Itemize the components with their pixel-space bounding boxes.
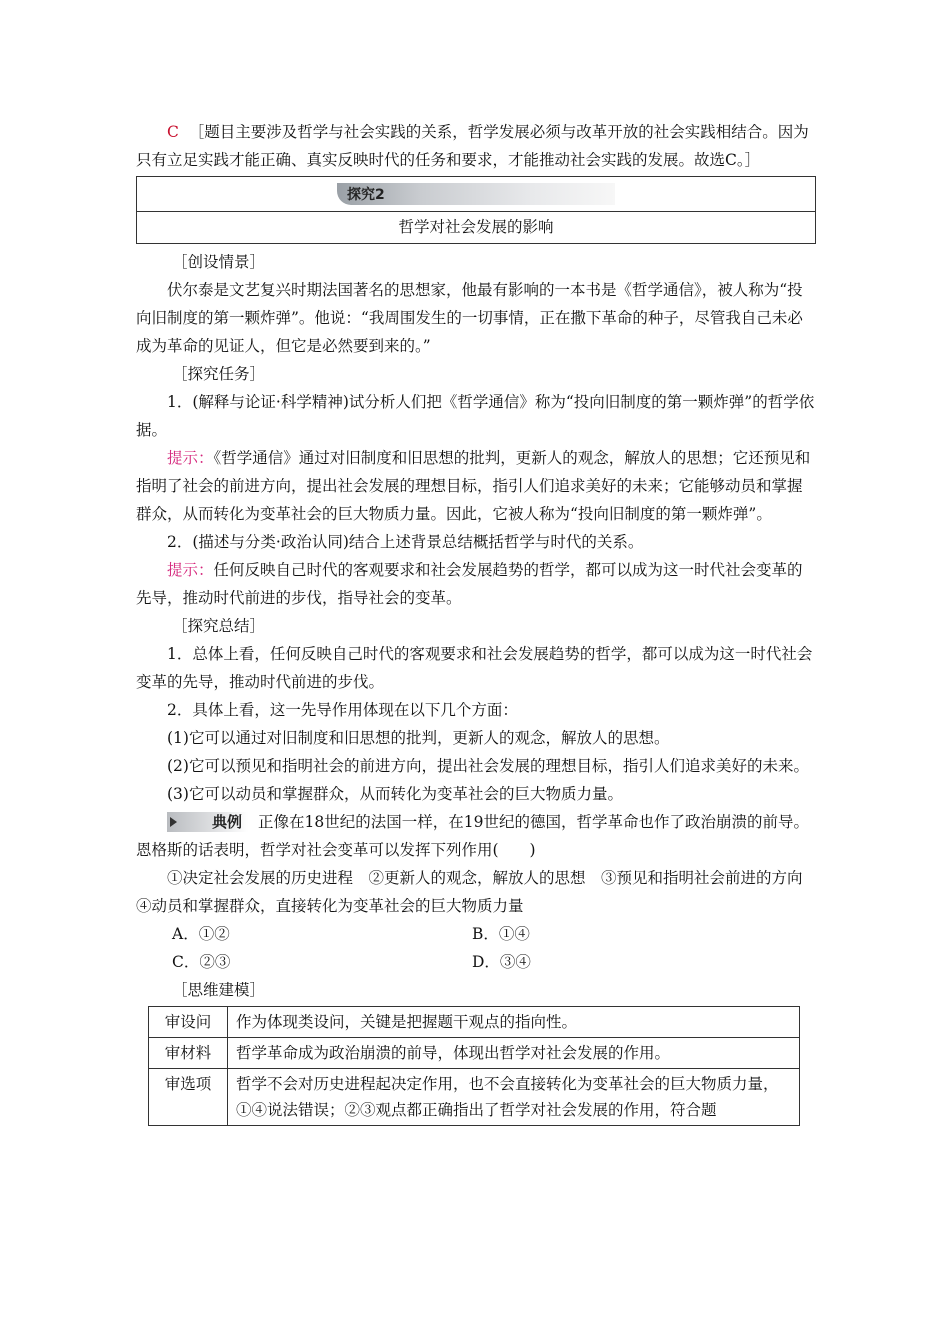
task-question-2: 2．(描述与分类·政治认同)结合上述背景总结概括哲学与时代的关系。 [167, 533, 644, 551]
answer-explanation-2: 因为只有立足实践才能正确、真实反映时代的任务和要求，才能推动社会实践的发展。故选C。］ [136, 123, 809, 169]
thinking-model-table [148, 1006, 800, 1126]
tasks-heading: ［探究任务］ [172, 365, 266, 383]
options-row-1 [136, 920, 816, 948]
option-c: C．②③ [172, 953, 231, 971]
summary-heading: ［探究总结］ [172, 617, 266, 635]
hint-text-1: 《哲学通信》通过对旧制度和旧思想的批判，更新人的观念，解放人的思想；它还预见和指明了社会的前进方向，提出社会发展的理想目标，指引人们追求美好的未来；它能够动员和掌握群众，从而转化为变革社会的巨大物质力量。因此，它被人称为“投向旧制度的第一颗炸弹”。 [136, 449, 811, 523]
option-b: B．①④ [472, 925, 530, 943]
explore-title: 哲学对社会发展的影响 [398, 218, 554, 236]
table-row [149, 1069, 800, 1126]
summary-point-3: (1)它可以通过对旧制度和旧思想的批判，更新人的观念，解放人的思想。 [167, 729, 670, 747]
summary-point-4: (2)它可以预见和指明社会的前进方向，提出社会发展的理想目标，指引人们追求美好的未来。 [167, 757, 809, 775]
summary-point-5: (3)它可以动员和掌握群众，从而转化为变革社会的巨大物质力量。 [167, 785, 623, 803]
answer-explanation-1: ［题目主要涉及哲学与社会实践的关系，哲学发展必须与改革开放的社会实践相结合。 [188, 123, 778, 141]
hint-text-2: 任何反映自己时代的客观要求和社会发展趋势的哲学，都可以成为这一时代社会变革的先导，推动时代前进的步伐，指导社会的变革。 [136, 561, 803, 607]
answer-letter: C [167, 123, 179, 141]
table-row [149, 1007, 800, 1038]
option-d: D．③④ [472, 953, 531, 971]
hint-label: 提示： [167, 449, 214, 467]
row-label: 审选项 [149, 1069, 228, 1126]
option-a: A．①② [172, 925, 230, 943]
task-answer-1 [136, 444, 816, 528]
hint-label: 提示： [167, 561, 214, 579]
task-question-1: 1．(解释与论证·科学精神)试分析人们把《哲学通信》称为“投向旧制度的第一颗炸弹”的哲学依据。 [136, 393, 815, 439]
explore-divider [137, 211, 815, 212]
scenario-heading: ［创设情景］ [172, 253, 266, 271]
row-text: 哲学不会对历史进程起决定作用，也不会直接转化为变革社会的巨大物质力量，①④说法错误；②③观点都正确指出了哲学对社会发展的作用，符合题 [228, 1069, 800, 1126]
row-label: 审材料 [149, 1038, 228, 1069]
example-stem [136, 808, 816, 864]
summary-point-1: 1．总体上看，任何反映自己时代的客观要求和社会发展趋势的哲学，都可以成为这一时代社会变革的先导，推动时代前进的步伐。 [136, 645, 813, 691]
row-text: 作为体现类设问，关键是把握题干观点的指向性。 [228, 1007, 800, 1038]
scenario-text: 伏尔泰是文艺复兴时期法国著名的思想家，他最有影响的一本书是《哲学通信》，被人称为“投向旧制度的第一颗炸弹”。他说：“我周围发生的一切事情，正在撒下革命的种子，尽管我自己未必成为革命的见证人，但它是必然要到来的。” [136, 281, 803, 355]
explore-tag-label: 探究2 [347, 187, 385, 203]
row-text: 哲学革命成为政治崩溃的前导，体现出哲学对社会发展的作用。 [228, 1038, 800, 1069]
explore-tag [337, 183, 615, 205]
explore-box [136, 176, 816, 244]
task-answer-2 [136, 556, 816, 612]
summary-point-2: 2．具体上看，这一先导作用体现在以下几个方面： [167, 701, 518, 719]
example-stem-text: 正像在18世纪的法国一样，在19世纪的德国，哲学革命也作了政治崩溃的前导。恩格斯的话表明，哲学对社会变革可以发挥下列作用( ) [136, 813, 809, 859]
row-label: 审设问 [149, 1007, 228, 1038]
document-page [136, 118, 819, 1126]
example-label: 典例 [167, 812, 248, 832]
example-items: ①决定社会发展的历史进程 ②更新人的观念，解放人的思想 ③预见和指明社会前进的方向 ④动员和掌握群众，直接转化为变革社会的巨大物质力量 [136, 869, 819, 915]
model-heading: ［思维建模］ [172, 981, 266, 999]
options-row-2 [136, 948, 816, 976]
table-row [149, 1038, 800, 1069]
answer-paragraph [136, 118, 816, 174]
